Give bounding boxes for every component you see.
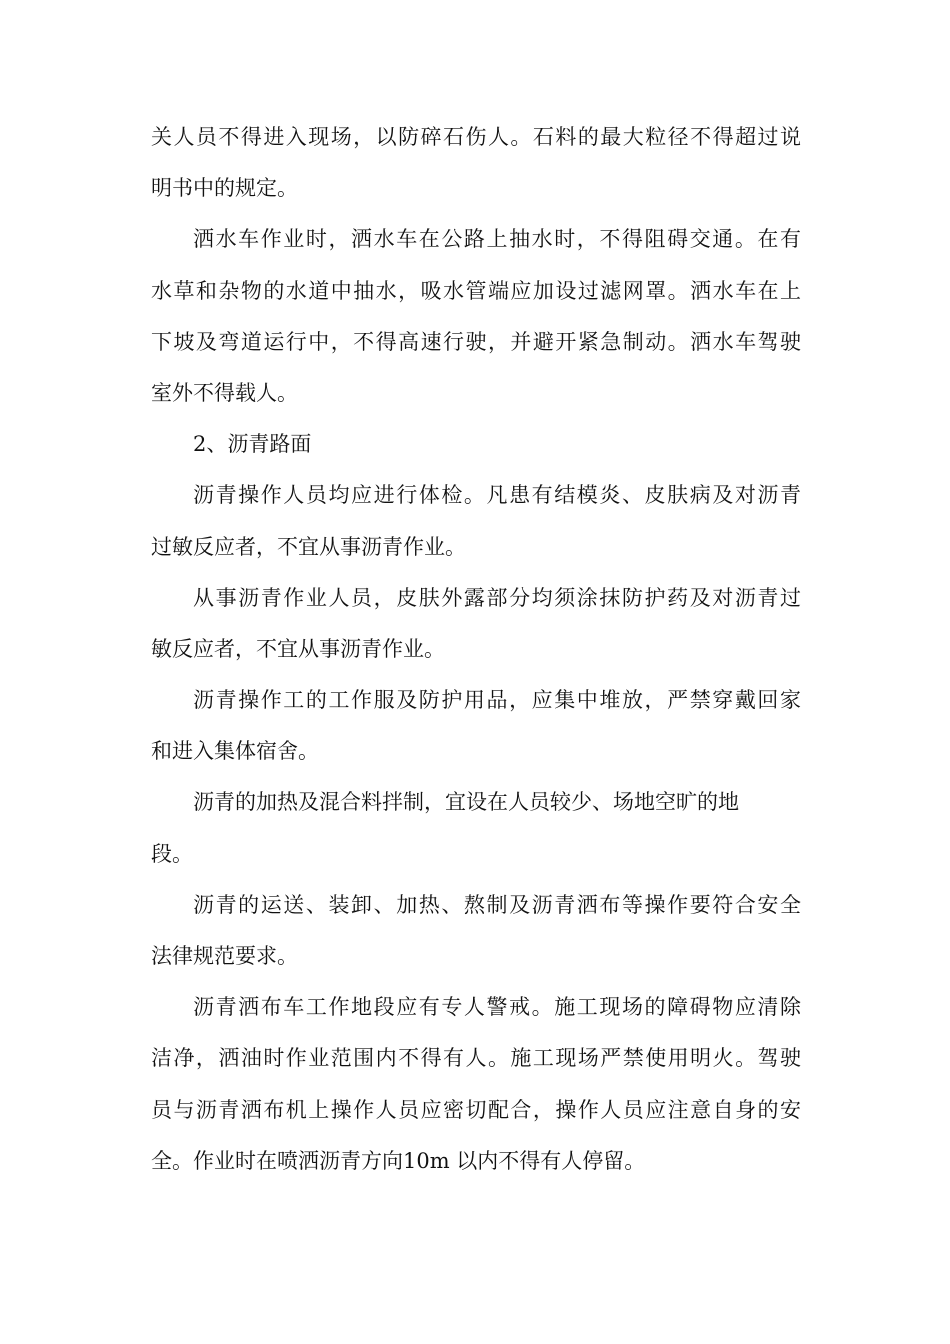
text-line: 从事沥青作业人员，皮肤外露部分均须涂抹防护药及对沥青过 xyxy=(193,585,801,610)
document-body xyxy=(151,112,801,1187)
text-line: 全。作业时在喷洒沥青方向10m 以内不得有人停留。 xyxy=(151,1148,646,1173)
text-line: 沥青操作工的工作服及防护用品，应集中堆放，严禁穿戴回家 xyxy=(193,688,801,713)
text-line: 沥青的加热及混合料拌制，宜设在人员较少、场地空旷的地 xyxy=(193,790,739,815)
text-line: 洁净，洒油时作业范围内不得有人。施工现场严禁使用明火。驾驶 xyxy=(151,1046,801,1071)
section-heading: 2、沥青路面 xyxy=(193,432,312,457)
text-line: 洒水车作业时，洒水车在公路上抽水时，不得阻碍交通。在有 xyxy=(193,227,801,252)
text-line: 敏反应者，不宜从事沥青作业。 xyxy=(151,636,445,661)
text-line: 室外不得载人。 xyxy=(151,380,298,405)
text-line: 法律规范要求。 xyxy=(151,944,298,968)
text-line: 和进入集体宿舍。 xyxy=(151,739,319,764)
text-line: 关人员不得进入现场，以防碎石伤人。石料的最大粒径不得超过说 xyxy=(151,125,801,149)
text-line: 段。 xyxy=(151,841,193,866)
text-line: 明书中的规定。 xyxy=(151,176,298,201)
text-line: 下坡及弯道运行中，不得高速行驶，并避开紧急制动。洒水车驾驶 xyxy=(151,329,801,354)
text-line: 沥青操作人员均应进行体检。凡患有结模炎、皮肤病及对沥青 xyxy=(193,483,801,508)
text-line: 过敏反应者，不宜从事沥青作业。 xyxy=(151,534,466,559)
text-line: 水草和杂物的水道中抽水，吸水管端应加设过滤网罩。洒水车在上 xyxy=(151,278,801,303)
text-line: 员与沥青洒布机上操作人员应密切配合，操作人员应注意自身的安 xyxy=(151,1097,801,1122)
text-line: 沥青洒布车工作地段应有专人警戒。施工现场的障碍物应清除 xyxy=(193,995,801,1020)
text-line: 沥青的运送、装卸、加热、熬制及沥青洒布等操作要符合安全 xyxy=(193,892,801,917)
